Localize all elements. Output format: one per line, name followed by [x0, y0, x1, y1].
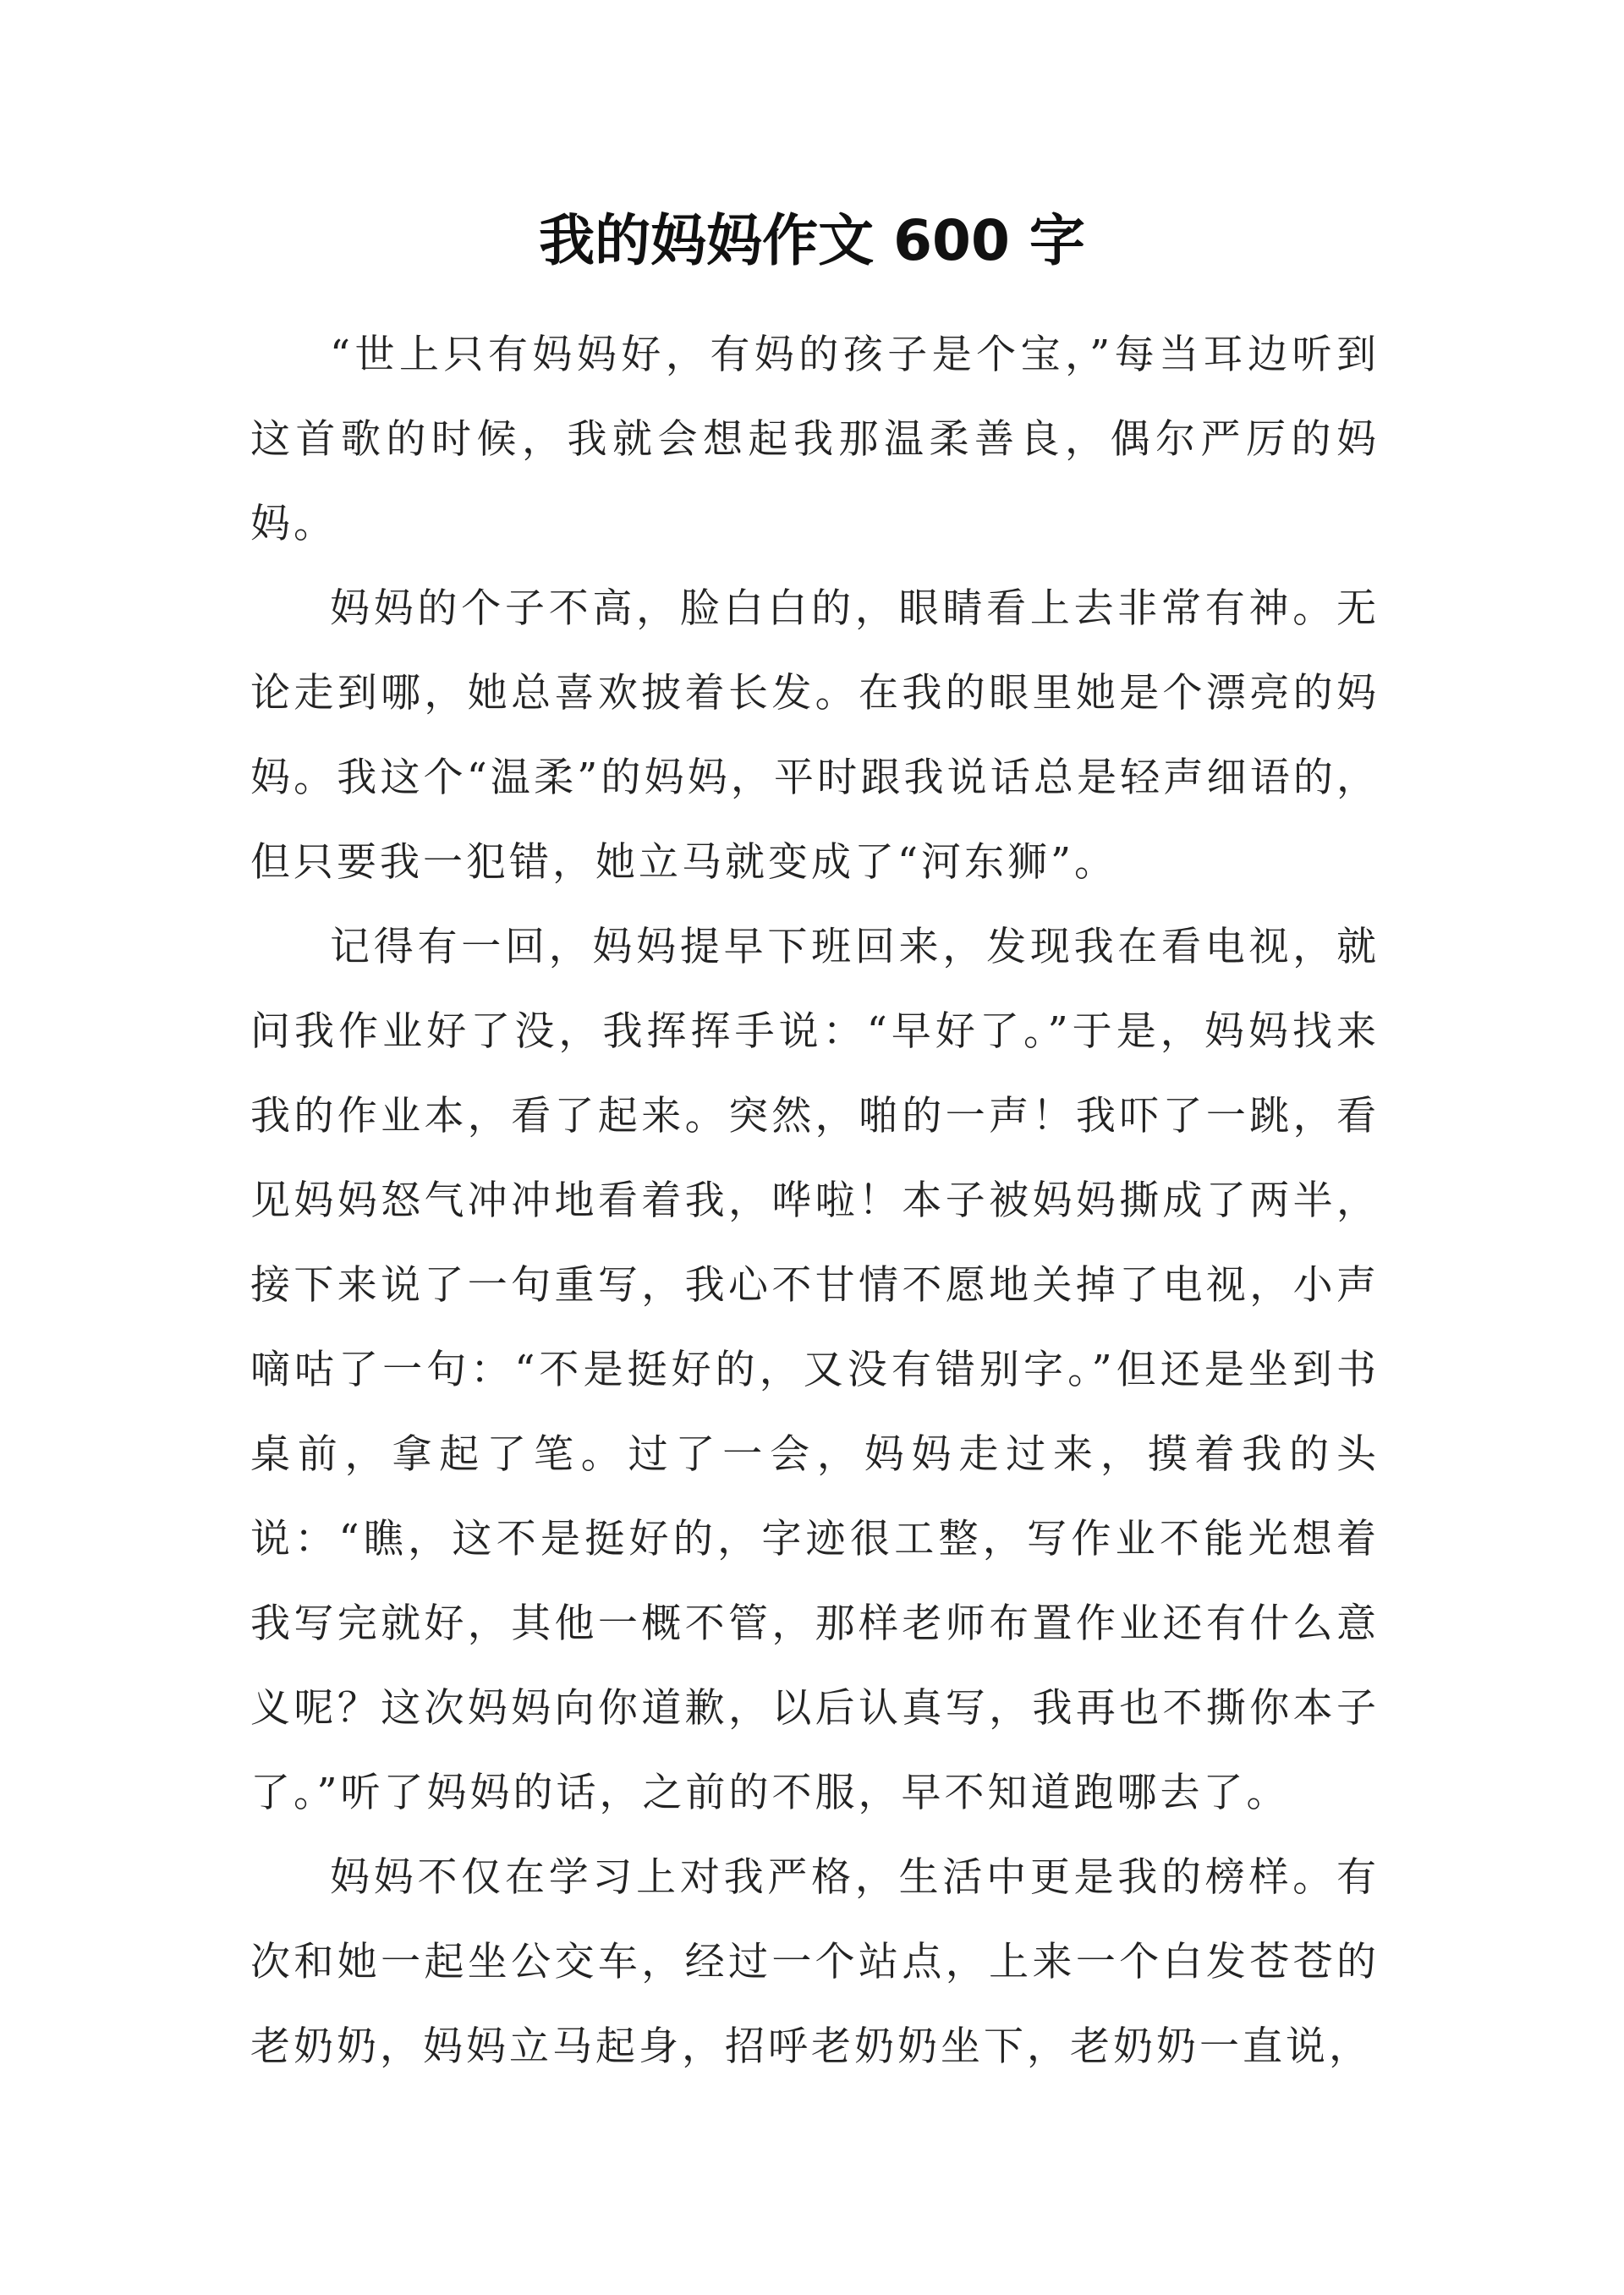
paragraph-3: 记得有一回，妈妈提早下班回来，发现我在看电视，就问我作业好了没，我挥挥手说：“早好了。”于是，妈妈找来我的作业本，看了起来。突然，啪的一声！我吓了一跳，看见妈妈怒气冲冲地看着我，哗啦！本子被妈妈撕成了两半，接下来说了一句重写，我心不甘情不愿地关掉了电视，小声嘀咕了一句：“不是挺好的，又没有错别字。”但还是坐到书桌前，拿起了笔。过了一会，妈妈走过来，摸着我的头说：“瞧，这不是挺好的，字迹很工整，写作业不能光想着我写完就好，其他一概不管，那样老师布置作业还有什么意义呢？这次妈妈向你道歉，以后认真写，我再也不撕你本子了。”听了妈妈的话，之前的不服，早不知道跑哪去了。	[250, 924, 1380, 1816]
document-body	[250, 313, 1380, 2089]
paragraph-2: 妈妈的个子不高，脸白白的，眼睛看上去非常有神。无论走到哪，她总喜欢披着长发。在我的眼里她是个漂亮的妈妈。我这个“温柔”的妈妈，平时跟我说话总是轻声细语的，但只要我一犯错，她立马就变成了“河东狮”。	[250, 585, 1380, 886]
paragraph-4: 妈妈不仅在学习上对我严格，生活中更是我的榜样。有次和她一起坐公交车，经过一个站点，上来一个白发苍苍的老奶奶，妈妈立马起身，招呼老奶奶坐下，老奶奶一直说，	[250, 1854, 1380, 2070]
paragraph-1: “世上只有妈妈好，有妈的孩子是个宝，”每当耳边听到这首歌的时候，我就会想起我那温柔善良，偶尔严厉的妈妈。	[250, 332, 1380, 547]
document-title: 我的妈妈作文 600 字	[539, 208, 1085, 273]
